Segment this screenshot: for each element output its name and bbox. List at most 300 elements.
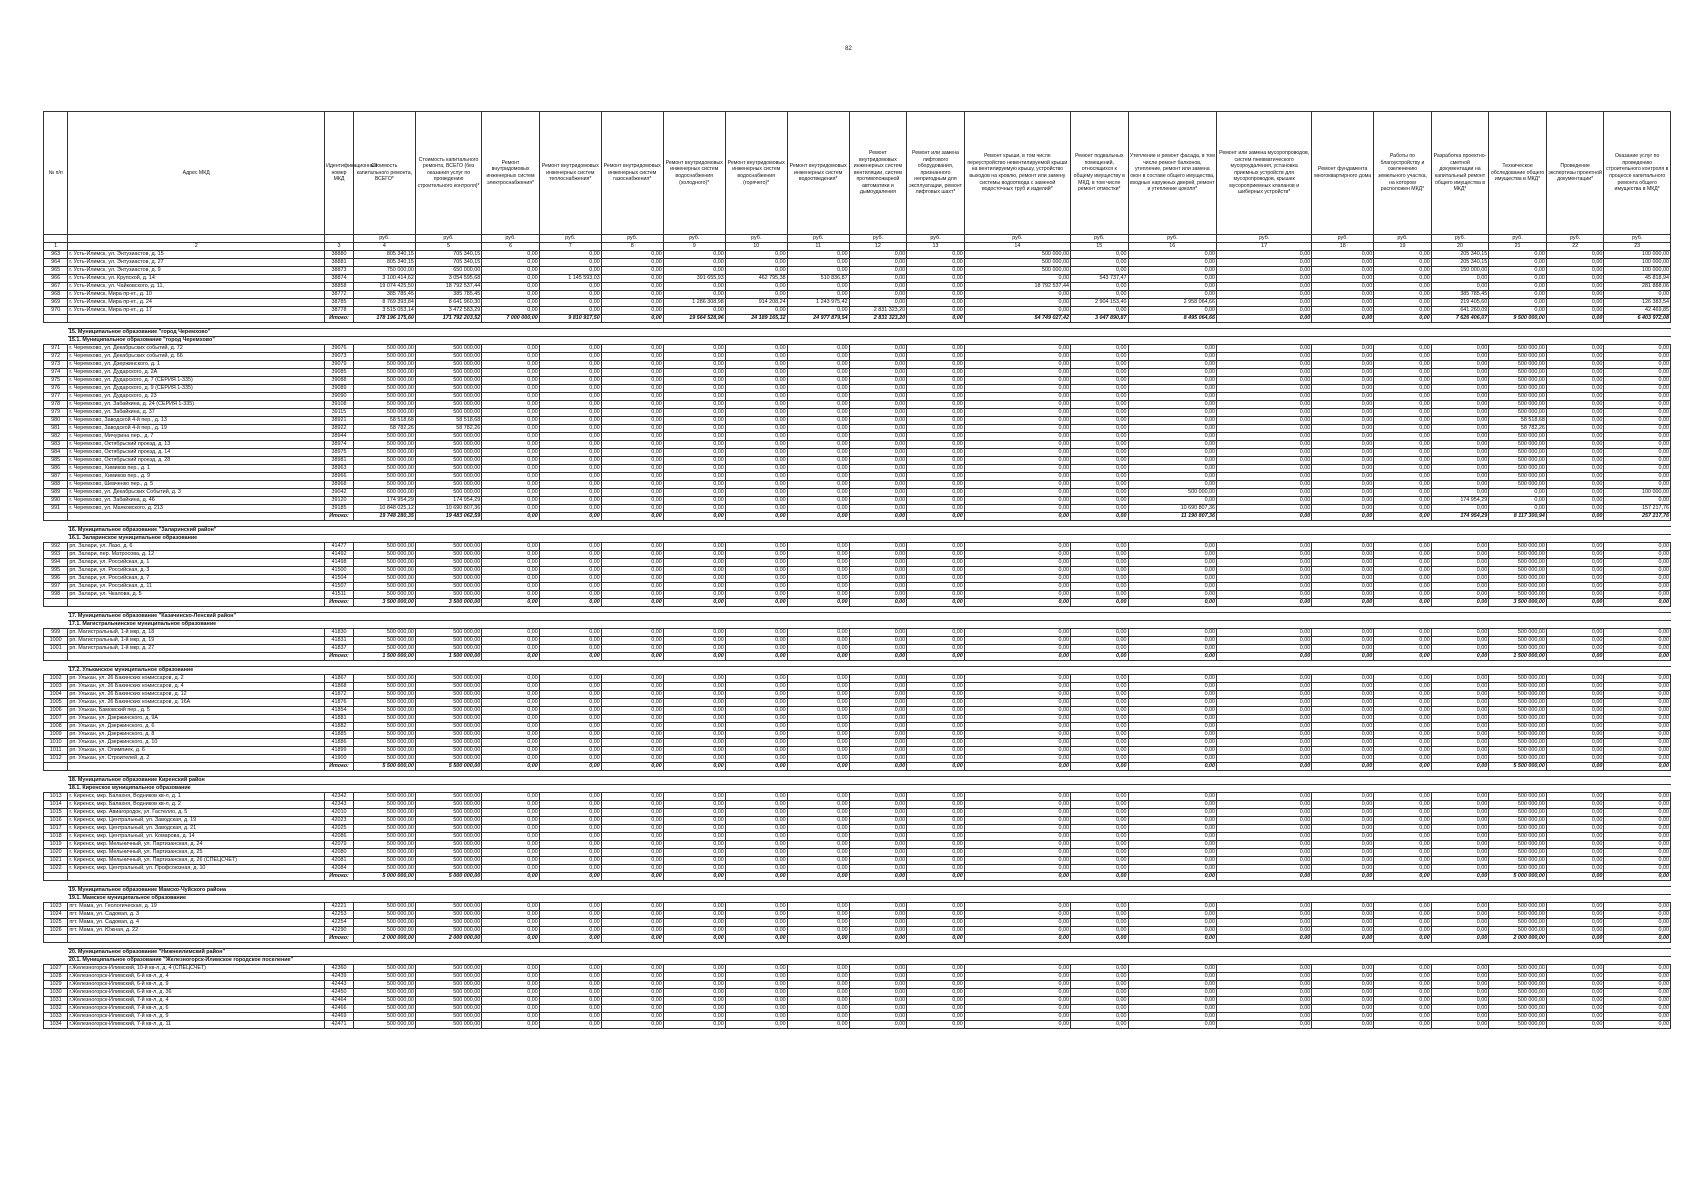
table-cell: 0,00	[1374, 747, 1432, 755]
table-cell: 0,00	[1604, 441, 1671, 449]
table-cell: рп. Магистральный, 1-й мкр, д. 18	[68, 629, 325, 637]
table-cell: 0,00	[1217, 457, 1312, 465]
table-cell: 0,00	[601, 361, 663, 369]
table-cell: 0,00	[1128, 683, 1217, 691]
table-cell: 0,00	[1128, 965, 1217, 973]
table-cell: 0,00	[1128, 449, 1217, 457]
table-cell: 0,00	[482, 505, 540, 513]
table-cell: 0,00	[725, 935, 787, 943]
table-cell: 0,00	[1604, 567, 1671, 575]
unit-cell: руб.	[1431, 235, 1489, 243]
table-cell: 0,00	[725, 763, 787, 771]
table-cell: 500 000,00	[415, 801, 481, 809]
table-cell: 0,00	[964, 965, 1070, 973]
table-cell: 0,00	[849, 283, 907, 291]
table-cell: 0,00	[1217, 251, 1312, 259]
column-number-cell: 11	[787, 243, 849, 251]
table-cell: 0,00	[1374, 653, 1432, 661]
table-cell: 0,00	[1070, 591, 1128, 599]
table-cell: 0,00	[787, 251, 849, 259]
table-cell: 0,00	[1128, 817, 1217, 825]
table-cell: 42290	[325, 927, 354, 935]
table-cell: 0,00	[1374, 489, 1432, 497]
table-cell: 0,00	[907, 409, 965, 417]
table-cell: 0,00	[1374, 449, 1432, 457]
table-cell: 0,00	[725, 457, 787, 465]
table-cell: 0,00	[725, 417, 787, 425]
table-cell: 0,00	[907, 857, 965, 865]
table-cell: 0,00	[964, 559, 1070, 567]
table-cell: 0,00	[601, 583, 663, 591]
table-cell: 5 500 000,00	[353, 763, 415, 771]
section-spacer	[44, 887, 68, 895]
table-cell: 1005	[44, 699, 68, 707]
column-numbers-row	[44, 243, 1671, 251]
table-cell: 0,00	[787, 369, 849, 377]
table-cell: 38874	[325, 275, 354, 283]
table-cell: 0,00	[1374, 345, 1432, 353]
table-cell: 0,00	[1431, 683, 1489, 691]
table-cell: 0,00	[1217, 965, 1312, 973]
total-row	[44, 935, 1671, 943]
table-cell: 0,00	[1489, 251, 1547, 259]
table-cell: 0,00	[725, 473, 787, 481]
table-cell: 0,00	[1374, 911, 1432, 919]
table-cell: 0,00	[964, 489, 1070, 497]
table-cell: 0,00	[1128, 425, 1217, 433]
table-cell: 0,00	[1128, 353, 1217, 361]
table-cell: 0,00	[663, 801, 725, 809]
table-cell: 996	[44, 575, 68, 583]
table-cell: 0,00	[539, 919, 601, 927]
table-cell: 0,00	[1128, 637, 1217, 645]
table-cell: г.Железногорск-Илимский, 7-й кв-л, д. 4	[68, 997, 325, 1005]
table-cell: 0,00	[787, 583, 849, 591]
table-cell: 0,00	[964, 1021, 1070, 1029]
table-cell: 0,00	[663, 817, 725, 825]
table-cell: 500 000,00	[353, 731, 415, 739]
table-cell: 1021	[44, 857, 68, 865]
table-cell: 0,00	[1312, 1013, 1374, 1021]
table-cell: 500 000,00	[353, 691, 415, 699]
column-number-cell: 13	[907, 243, 965, 251]
table-cell: 0,00	[849, 377, 907, 385]
table-cell: 126 383,54	[1604, 299, 1671, 307]
table-cell: 0,00	[1546, 849, 1604, 857]
table-cell: 0,00	[725, 707, 787, 715]
table-cell: 500 000,00	[1489, 583, 1547, 591]
table-cell: 973	[44, 361, 68, 369]
table-cell: 0,00	[482, 873, 540, 881]
table-cell: 0,00	[787, 801, 849, 809]
table-cell: 41876	[325, 699, 354, 707]
table-cell: 0,00	[1217, 259, 1312, 267]
table-cell: пгт. Мама, ул. Садовая, д. 3	[68, 911, 325, 919]
table-cell: 0,00	[1070, 307, 1128, 315]
table-cell: 0,00	[725, 345, 787, 353]
table-cell: 41837	[325, 645, 354, 653]
table-cell: 42443	[325, 981, 354, 989]
column-number-cell: 2	[68, 243, 325, 251]
table-cell: 500 000,00	[353, 449, 415, 457]
table-row	[44, 919, 1671, 927]
table-cell: 0,00	[1431, 675, 1489, 683]
table-cell: 0,00	[1128, 1021, 1217, 1029]
table-cell: 0,00	[907, 699, 965, 707]
table-cell: рп. Залари, ул. Лазо, д. 6	[68, 543, 325, 551]
table-cell: 0,00	[849, 825, 907, 833]
column-number-cell: 7	[539, 243, 601, 251]
table-cell: 0,00	[907, 441, 965, 449]
table-cell: 500 000,00	[353, 409, 415, 417]
table-cell: 0,00	[787, 425, 849, 433]
table-cell: 38880	[325, 251, 354, 259]
table-cell: 0,00	[1070, 865, 1128, 873]
table-cell: 0,00	[1604, 715, 1671, 723]
table-cell: 0,00	[1546, 911, 1604, 919]
table-cell: 0,00	[1374, 583, 1432, 591]
table-cell: 54 749 027,42	[964, 315, 1070, 323]
table-cell: г.Железногорск-Илимский, 10-й кв-л, д. 4 (СПЕЦСЧЕТ)	[68, 965, 325, 973]
table-cell: 0,00	[849, 675, 907, 683]
table-cell: 0,00	[1070, 833, 1128, 841]
table-cell: 0,00	[849, 449, 907, 457]
table-cell: 0,00	[1217, 935, 1312, 943]
table-cell: 0,00	[1431, 543, 1489, 551]
total-row	[44, 513, 1671, 521]
table-cell: 0,00	[1312, 675, 1374, 683]
table-cell: 500 000,00	[1489, 353, 1547, 361]
table-cell: 0,00	[1312, 559, 1374, 567]
table-cell: 0,00	[539, 393, 601, 401]
table-cell: 0,00	[1431, 629, 1489, 637]
table-cell: 0,00	[1312, 409, 1374, 417]
table-cell: 500 000,00	[415, 911, 481, 919]
unit-cell: руб.	[663, 235, 725, 243]
table-cell: 0,00	[539, 849, 601, 857]
table-cell: 500 000,00	[1489, 449, 1547, 457]
table-cell: 0,00	[849, 259, 907, 267]
table-cell: 0,00	[964, 903, 1070, 911]
table-cell: 0,00	[907, 401, 965, 409]
table-cell: 500 000,00	[1489, 409, 1547, 417]
table-cell: 41854	[325, 707, 354, 715]
table-cell: 0,00	[601, 981, 663, 989]
table-cell: Итого:	[325, 763, 354, 771]
table-cell: г. Усть-Илимск, Мира пр-кт., д. 24	[68, 299, 325, 307]
table-cell: 0,00	[1070, 481, 1128, 489]
table-cell: 0,00	[849, 903, 907, 911]
column-number-cell: 8	[601, 243, 663, 251]
table-cell: 500 000,00	[353, 629, 415, 637]
table-cell: 0,00	[1546, 559, 1604, 567]
column-header: Разработка проектно-сметной документации на капитальный ремонт общего имущества в МКД*	[1431, 112, 1489, 235]
table-cell: 500 000,00	[415, 997, 481, 1005]
table-cell: г. Черемхово, ул. Забайкина, д. 24 (СЕРИЯ 1-335)	[68, 401, 325, 409]
table-cell: 0,00	[1217, 903, 1312, 911]
table-cell: 0,00	[1312, 583, 1374, 591]
table-cell: г. Черемхово, Октябрьский проезд, д. 28	[68, 457, 325, 465]
table-cell: 500 000,00	[353, 481, 415, 489]
table-cell: 0,00	[787, 731, 849, 739]
table-cell: 0,00	[601, 691, 663, 699]
table-cell: 0,00	[1070, 981, 1128, 989]
table-cell: 983	[44, 441, 68, 449]
table-cell: 0,00	[1374, 251, 1432, 259]
table-cell: 500 000,00	[1489, 675, 1547, 683]
table-cell: 0,00	[1431, 935, 1489, 943]
table-cell: 0,00	[482, 935, 540, 943]
table-cell: 0,00	[1604, 911, 1671, 919]
table-cell: 18 792 537,44	[415, 283, 481, 291]
table-cell: 500 000,00	[415, 857, 481, 865]
table-cell: 0,00	[1070, 251, 1128, 259]
table-row	[44, 457, 1671, 465]
table-cell: 0,00	[663, 919, 725, 927]
table-cell: 2 000 000,00	[353, 935, 415, 943]
table-cell: 0,00	[725, 849, 787, 857]
table-cell: 0,00	[663, 283, 725, 291]
table-cell: 0,00	[482, 559, 540, 567]
table-cell: 0,00	[725, 449, 787, 457]
table-cell: 0,00	[787, 833, 849, 841]
table-cell: 500 000,00	[415, 433, 481, 441]
table-cell: 0,00	[1604, 599, 1671, 607]
table-cell: 0,00	[601, 513, 663, 521]
table-row	[44, 707, 1671, 715]
table-cell: 0,00	[663, 849, 725, 857]
column-header: Ремонт внутридомовых инженерных систем теплоснабжения*	[539, 112, 601, 235]
table-cell: 0,00	[907, 251, 965, 259]
table-cell: 0,00	[1374, 567, 1432, 575]
table-cell: 0,00	[663, 755, 725, 763]
table-cell: 0,00	[849, 629, 907, 637]
table-cell: 0,00	[663, 409, 725, 417]
table-cell: 0,00	[1489, 267, 1547, 275]
table-cell: 0,00	[964, 457, 1070, 465]
table-cell: 500 000,00	[1489, 433, 1547, 441]
table-cell: 0,00	[964, 497, 1070, 505]
table-cell: 0,00	[1546, 481, 1604, 489]
table-cell: 0,00	[663, 481, 725, 489]
table-cell: 0,00	[1312, 645, 1374, 653]
table-cell: 0,00	[1374, 857, 1432, 865]
table-cell: 0,00	[1312, 935, 1374, 943]
table-cell: 0,00	[1312, 825, 1374, 833]
table-cell: 42084	[325, 865, 354, 873]
table-cell: 0,00	[964, 653, 1070, 661]
table-cell: 0,00	[601, 997, 663, 1005]
table-cell: 0,00	[907, 425, 965, 433]
table-cell: 500 000,00	[415, 583, 481, 591]
table-cell: 0,00	[1217, 691, 1312, 699]
table-cell: 0,00	[1128, 361, 1217, 369]
table-cell	[44, 599, 68, 607]
table-cell: 500 000,00	[1489, 927, 1547, 935]
table-cell: 0,00	[1431, 981, 1489, 989]
table-cell: 0,00	[1070, 1005, 1128, 1013]
table-cell: 3 100 414,62	[353, 275, 415, 283]
table-cell: 971	[44, 345, 68, 353]
table-cell: 0,00	[1128, 441, 1217, 449]
table-cell: 0,00	[1546, 935, 1604, 943]
table-cell: 0,00	[1546, 809, 1604, 817]
table-cell: 0,00	[1128, 283, 1217, 291]
table-row	[44, 841, 1671, 849]
table-cell: 0,00	[482, 1021, 540, 1029]
table-cell: 0,00	[663, 543, 725, 551]
table-cell: 0,00	[482, 801, 540, 809]
table-cell: 39088	[325, 377, 354, 385]
table-cell: 1029	[44, 981, 68, 989]
table-row	[44, 489, 1671, 497]
table-cell: 0,00	[1604, 747, 1671, 755]
subsection-title-label: 15.1. Муниципальное образование "город Черемхово"	[68, 337, 1671, 345]
subsection-title	[44, 337, 1671, 345]
table-cell: Итого:	[325, 599, 354, 607]
table-cell: 0,00	[1374, 559, 1432, 567]
table-cell: 0,00	[1128, 345, 1217, 353]
table-cell: 0,00	[964, 291, 1070, 299]
table-cell: 0,00	[787, 449, 849, 457]
table-cell: 0,00	[1128, 715, 1217, 723]
table-cell: 968	[44, 291, 68, 299]
table-cell: 0,00	[787, 691, 849, 699]
table-cell: 500 000,00	[1489, 857, 1547, 865]
table-cell: 41498	[325, 559, 354, 567]
table-cell: 0,00	[1604, 629, 1671, 637]
table-cell: 0,00	[601, 903, 663, 911]
table-cell: 0,00	[725, 809, 787, 817]
table-cell: 0,00	[964, 841, 1070, 849]
table-cell: 0,00	[482, 857, 540, 865]
table-cell: 0,00	[1312, 763, 1374, 771]
table-cell: 0,00	[907, 465, 965, 473]
table-cell: 500 000,00	[1489, 731, 1547, 739]
table-row	[44, 927, 1671, 935]
table-cell: 0,00	[663, 457, 725, 465]
table-cell: 0,00	[482, 497, 540, 505]
table-cell: 0,00	[1374, 691, 1432, 699]
table-cell	[68, 653, 325, 661]
table-cell: 0,00	[725, 817, 787, 825]
table-cell: 0,00	[1070, 935, 1128, 943]
table-cell: 1010	[44, 739, 68, 747]
column-number-cell: 14	[964, 243, 1070, 251]
total-row	[44, 315, 1671, 323]
column-number-cell: 17	[1217, 243, 1312, 251]
table-cell: 0,00	[787, 763, 849, 771]
table-cell: г.Железногорск-Илимский, 6-й кв-л, д. 36	[68, 989, 325, 997]
table-cell: 0,00	[1128, 747, 1217, 755]
table-cell: 0,00	[1374, 353, 1432, 361]
table-cell: 0,00	[539, 401, 601, 409]
table-cell: 0,00	[663, 989, 725, 997]
table-cell: 0,00	[1312, 715, 1374, 723]
table-cell: 174 954,29	[353, 497, 415, 505]
table-cell: 500 000,00	[353, 637, 415, 645]
table-cell: 500 000,00	[1489, 543, 1547, 551]
table-cell: 0,00	[1431, 809, 1489, 817]
table-cell: 0,00	[1374, 465, 1432, 473]
table-cell: 0,00	[1128, 857, 1217, 865]
table-cell: 0,00	[849, 559, 907, 567]
table-cell: 0,00	[787, 361, 849, 369]
table-row	[44, 825, 1671, 833]
table-cell: 500 000,00	[1489, 345, 1547, 353]
table-cell: 500 000,00	[353, 865, 415, 873]
table-cell: 0,00	[787, 809, 849, 817]
table-cell: 0,00	[849, 353, 907, 361]
table-cell: 58 518,68	[353, 417, 415, 425]
table-row	[44, 989, 1671, 997]
section-spacer	[44, 535, 68, 543]
table-cell: 0,00	[725, 283, 787, 291]
table-cell: 0,00	[964, 919, 1070, 927]
table-cell: 0,00	[482, 361, 540, 369]
table-cell: 0,00	[787, 575, 849, 583]
table-cell: 0,00	[1128, 251, 1217, 259]
table-cell: 0,00	[1128, 575, 1217, 583]
table-cell: 0,00	[1312, 809, 1374, 817]
table-cell: 500 000,00	[1489, 825, 1547, 833]
table-cell: 500 000,00	[353, 401, 415, 409]
table-cell: 0,00	[1128, 675, 1217, 683]
table-cell: 0,00	[725, 723, 787, 731]
table-cell: 0,00	[787, 707, 849, 715]
table-cell: 9 500 000,00	[1489, 315, 1547, 323]
table-cell: 0,00	[1604, 465, 1671, 473]
table-cell: 0,00	[1217, 699, 1312, 707]
table-cell: 0,00	[539, 903, 601, 911]
column-number-cell: 9	[663, 243, 725, 251]
table-cell: 0,00	[849, 457, 907, 465]
table-cell: 500 000,00	[415, 715, 481, 723]
table-cell: 39120	[325, 497, 354, 505]
table-cell: 38968	[325, 481, 354, 489]
table-cell: 0,00	[1312, 251, 1374, 259]
table-cell: 0,00	[663, 1021, 725, 1029]
table-cell: 0,00	[539, 731, 601, 739]
table-cell: 1007	[44, 715, 68, 723]
table-cell: 42254	[325, 919, 354, 927]
table-cell: г. Черемхово, ул. Дударского, д. 2А	[68, 369, 325, 377]
table-cell: 500 000,00	[353, 1021, 415, 1029]
column-number-cell: 21	[1489, 243, 1547, 251]
table-cell: 0,00	[1070, 385, 1128, 393]
table-cell: 0,00	[1374, 683, 1432, 691]
table-cell: 0,00	[663, 731, 725, 739]
table-cell: 0,00	[1374, 377, 1432, 385]
table-cell: 0,00	[663, 911, 725, 919]
table-cell: 0,00	[1070, 559, 1128, 567]
unit-cell: руб.	[482, 235, 540, 243]
table-cell: 0,00	[601, 401, 663, 409]
table-cell: 0,00	[1431, 369, 1489, 377]
table-cell: 0,00	[539, 385, 601, 393]
column-number-cell: 1	[44, 243, 68, 251]
table-cell: 0,00	[1312, 911, 1374, 919]
table-cell: 2 000 000,00	[415, 935, 481, 943]
table-cell: 0,00	[849, 425, 907, 433]
table-cell: 0,00	[1604, 739, 1671, 747]
table-cell: 0,00	[1070, 911, 1128, 919]
table-cell: 0,00	[964, 873, 1070, 881]
table-cell: 0,00	[725, 793, 787, 801]
table-row	[44, 1021, 1671, 1029]
table-row	[44, 345, 1671, 353]
table-cell: 0,00	[601, 817, 663, 825]
